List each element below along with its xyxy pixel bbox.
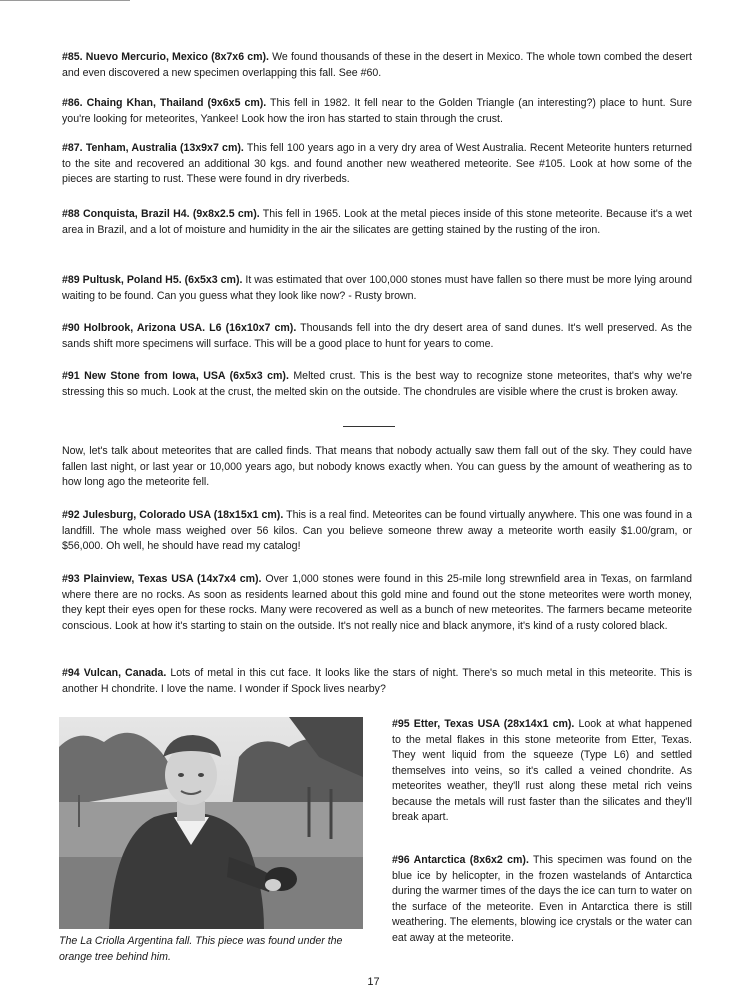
entry-88 (62, 207, 692, 238)
entry-heading: #90 Holbrook, Arizona USA. L6 (16x10x7 cm). (62, 322, 297, 334)
entry-heading: #92 Julesburg, Colorado USA (18x15x1 cm). (62, 509, 284, 521)
entry-text: Over 1,000 stones were found in this 25-mile long strewnfield area in Texas, on farmland where there are no rocks. As soon as residents learned about this gold mine and found out the stone meteorites were worth money, they kept their eyes open for these rocks. Many were recovered as well as a bunch of new meteorites. The farmers became meteorite conscious. Look at how it's starting to stain on the outside. It's not really nice and black anymore, it's kind of a rusty colored black. (62, 573, 693, 632)
entry-95 (392, 717, 692, 826)
entry-91 (62, 369, 692, 400)
entry-text: This fell in 1982. It fell near to the Golden Triangle (an interesting?) place to hunt. Sure you're looking for meteorites, Yankee! Look how the iron has started to stain through the crust. (62, 97, 692, 125)
entry-90 (62, 321, 692, 352)
entry-text: This specimen was found on the blue ice by helicopter, in the frozen wastelands of Antarctica during the warmer times of the days the ice can turn to water on the surface of the meteorite. Even in Antarctica there is still weathering. The elements, blowing ice crystals or the water can eat away at the meteorite. (392, 854, 692, 944)
entry-text: This fell in 1965. Look at the metal pieces inside of this stone meteorite. Because it's a wet area in Brazil, and a lot of moisture and humidity in the air the silicates are getting stained by the rusting of the iron. (62, 208, 692, 236)
entry-heading: #94 Vulcan, Canada. (62, 667, 167, 679)
entry-heading: #91 New Stone from Iowa, USA (6x5x3 cm). (62, 370, 289, 382)
entry-96 (392, 853, 692, 946)
entry-text: It was estimated that over 100,000 stones must have fallen so there must be more lying around waiting to be found. Can you guess what they look like now? - Rusty brown. (62, 274, 692, 302)
entry-92 (62, 508, 692, 555)
page-number: 17 (367, 976, 380, 988)
entry-heading: #87. Tenham, Australia (13x9x7 cm). (62, 142, 244, 154)
top-rule (0, 0, 130, 1)
entry-text: We found thousands of these in the desert in Mexico. The whole town combed the desert and even discovered a new specimen overlapping this fall. See #60. (62, 51, 693, 79)
entry-heading: #85. Nuevo Mercurio, Mexico (8x7x6 cm). (62, 51, 269, 63)
section-divider (343, 426, 395, 427)
photo-man-with-meteorite (59, 717, 363, 929)
entry-text: This is a real find. Meteorites can be found virtually anywhere. This one was found in a landfill. The whole mass weighed over 56 kilos. Can you believe someone threw away a meteorite worth easily $1.00/gram, or $56,000. Oh well, he should have read my catalog! (62, 509, 692, 552)
entry-93 (62, 572, 692, 634)
entry-85 (62, 50, 692, 81)
entry-87 (62, 141, 692, 188)
entry-heading: #96 Antarctica (8x6x2 cm). (392, 854, 529, 866)
entry-94 (62, 666, 692, 697)
entry-89 (62, 273, 692, 304)
finds-intro: Now, let's talk about meteorites that are called finds. That means that nobody actually saw them fall out of the sky. They could have fallen last night, or last year or 10,000 years ago, but nobody knows exactly when. You can guess by the amount of weathering as to how long ago the meteorite fell. (62, 445, 692, 488)
entry-text: Melted crust. This is the best way to recognize stone meteorites, that's why we're stressing this so much. Look at the crust, the melted skin on the outside. The chondrules are visible where the crust is broken away. (62, 370, 692, 398)
entry-heading: #88 Conquista, Brazil H4. (9x8x2.5 cm). (62, 208, 260, 220)
entry-text: This fell 100 years ago in a very dry area of West Australia. Recent Meteorite hunters returned to the site and recovered an additional 30 kgs. and found another new weathered meteorite. See #105. Look at how some of the pieces are starting to rust. These were found in dry riverbeds. (62, 142, 693, 185)
entry-text: Thousands fell into the dry desert area of sand dunes. It's well preserved. As the sands shift more specimens will surface. This will be a good place to hunt for years to come. (62, 322, 692, 350)
entry-heading: #93 Plainview, Texas USA (14x7x4 cm). (62, 573, 262, 585)
entry-heading: #95 Etter, Texas USA (28x14x1 cm). (392, 718, 575, 730)
photo-caption: The La Criolla Argentina fall. This piece was found under the orange tree behind him. (59, 935, 343, 963)
entry-text: Lots of metal in this cut face. It looks like the stars of night. There's so much metal in this meteorite. This is another H chondrite. I love the name. I wonder if Spock lives nearby? (62, 667, 692, 695)
photo-illustration (59, 717, 363, 929)
entry-heading: #89 Pultusk, Poland H5. (6x5x3 cm). (62, 274, 243, 286)
entry-text: Look at what happened to the metal flakes in this stone meteorite from Etter, Texas. They went liquid from the squeeze (Type L6) and settled themselves into veins, so it's called a veined chondrite. As meteorites weather, they'll rust along these metal rich veins because the metals will rust faster than the silicates and they'll break apart. (392, 718, 692, 823)
entry-86 (62, 96, 692, 127)
entry-heading: #86. Chaing Khan, Thailand (9x6x5 cm). (62, 97, 267, 109)
